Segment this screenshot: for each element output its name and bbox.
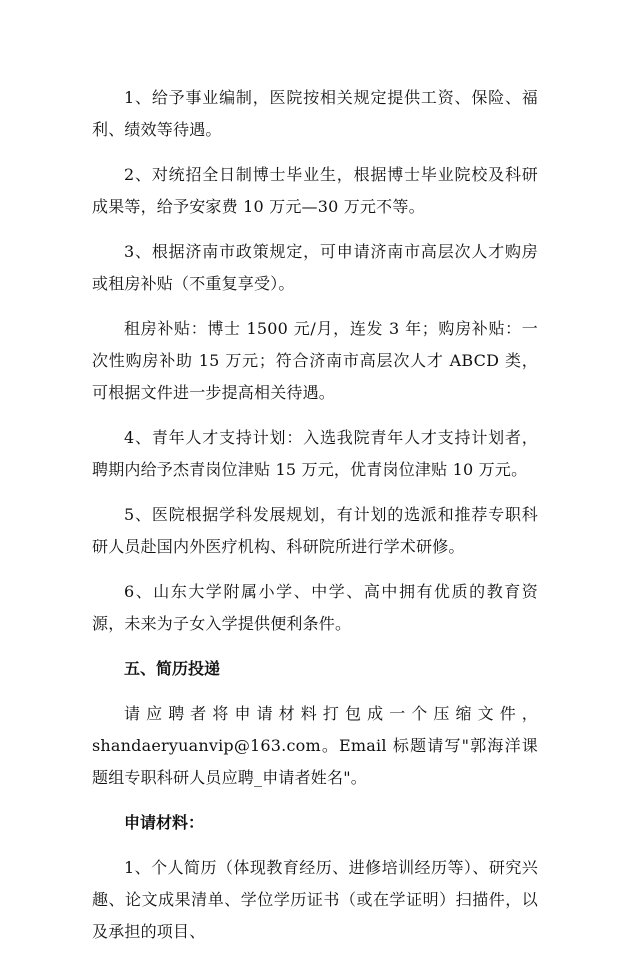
section-heading-resume: 五、简历投递: [124, 659, 221, 678]
materials-item-1: 1、个人简历（体现教育经历、进修培训经历等）、研究兴趣、论文成果清单、学位学历证书（或在学证明）扫描件，以及承担的项目、: [92, 858, 538, 941]
materials-heading: 申请材料：: [124, 813, 205, 832]
benefit-paragraph-1: 1、给予事业编制，医院按相关规定提供工资、保险、福利、绩效等待遇。: [92, 88, 538, 139]
benefit-paragraph-6: 6、山东大学附属小学、中学、高中拥有优质的教育资源，未来为子女入学提供便利条件。: [92, 582, 538, 633]
submission-line-2: shandaeryuanvip@163.com。Email 标题请写"郭海洋课题组专职科研人员应聘_申请者姓名"。: [92, 736, 538, 787]
housing-subsidy-paragraph: 租房补贴：博士 1500 元/月，连发 3 年；购房补贴：一次性购房补助 15 万元；符合济南市高层次人才 ABCD 类，可根据文件进一步提高相关待遇。: [92, 319, 538, 402]
benefit-paragraph-2: 2、对统招全日制博士毕业生，根据博士毕业院校及科研成果等，给予安家费 10 万元—30 万元不等。: [92, 165, 538, 216]
document-body: [92, 82, 538, 961]
submission-line-1: 请应聘者将申请材料打包成一个压缩文件，: [124, 704, 538, 723]
benefit-paragraph-3: 3、根据济南市政策规定，可申请济南市高层次人才购房或租房补贴（不重复享受）。: [92, 242, 538, 293]
benefit-paragraph-4: 4、青年人才支持计划：入选我院青年人才支持计划者，聘期内给予杰青岗位津贴 15 万元，优青岗位津贴 10 万元。: [92, 428, 538, 479]
submission-paragraph: [92, 698, 538, 794]
benefit-paragraph-5: 5、医院根据学科发展规划，有计划的选派和推荐专职科研人员赴国内外医疗机构、科研院所进行学术研修。: [92, 505, 538, 556]
